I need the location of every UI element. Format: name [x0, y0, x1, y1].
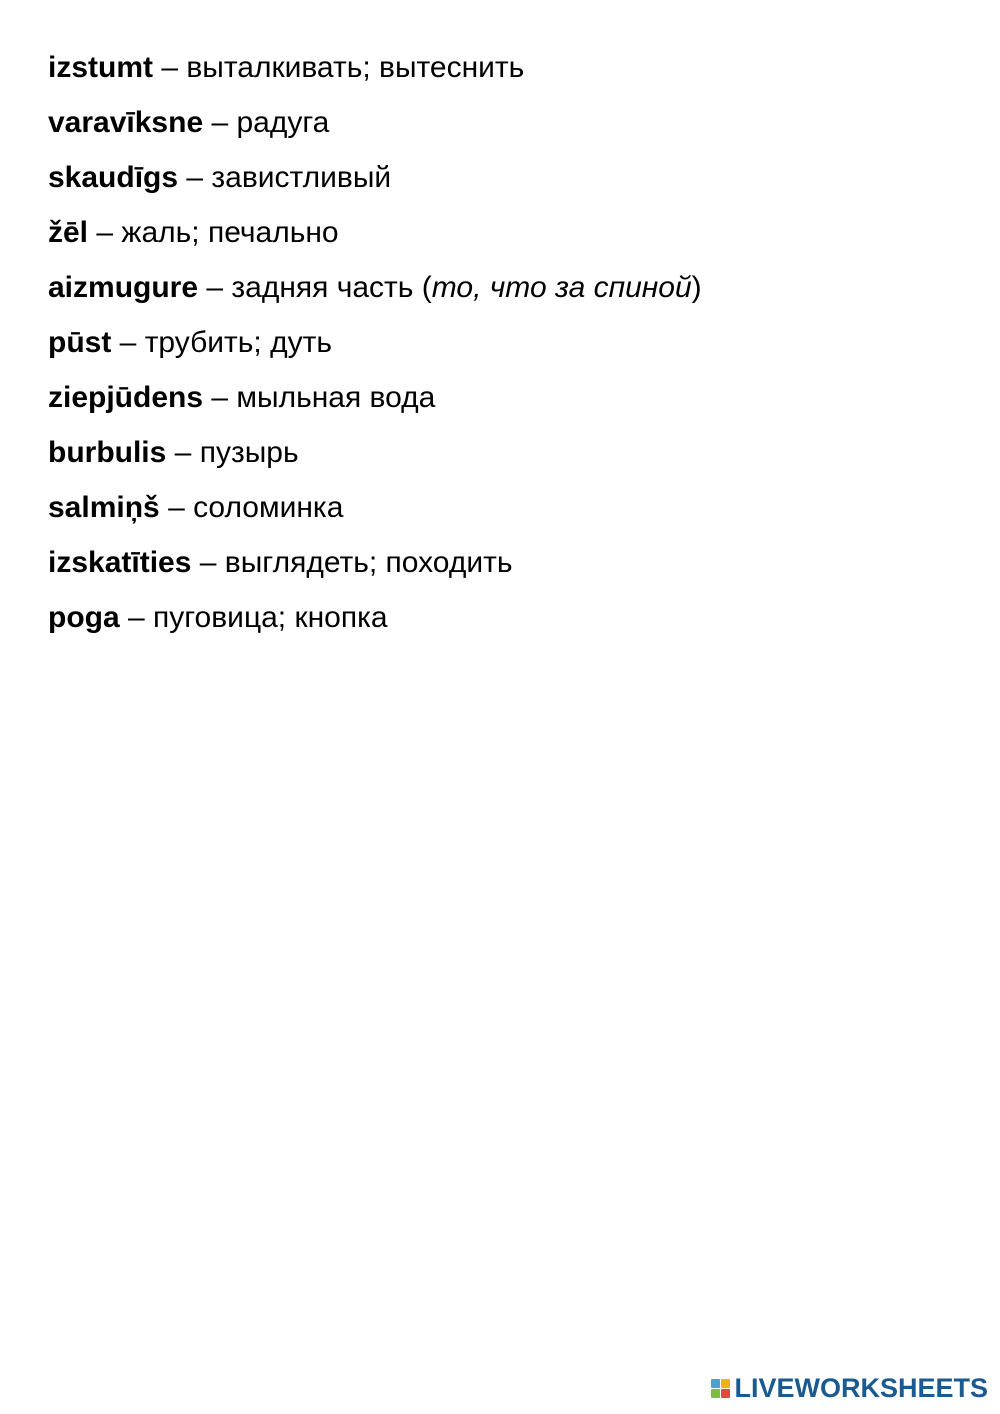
separator: –: [88, 216, 122, 249]
vocab-entry: [48, 266, 702, 321]
logo-tile: [711, 1389, 720, 1398]
latvian-term: salmiņš: [48, 491, 160, 524]
separator: –: [178, 161, 212, 194]
latvian-term: ziepjūdens: [48, 381, 204, 414]
separator: –: [203, 106, 237, 139]
latvian-term: varavīksne: [48, 106, 204, 139]
vocab-entry: [48, 211, 702, 266]
separator: –: [198, 271, 232, 304]
latvian-term: burbulis: [48, 436, 167, 469]
latvian-term: skaudīgs: [48, 161, 179, 194]
russian-translation: трубить; дуть: [144, 326, 332, 359]
russian-translation: соломинка: [193, 491, 344, 524]
vocabulary-list: [48, 46, 702, 651]
vocab-entry: [48, 431, 702, 486]
logo-tile: [711, 1379, 720, 1388]
russian-translation: задняя часть (: [231, 271, 432, 304]
vocab-entry: [48, 156, 702, 211]
latvian-term: izstumt: [48, 51, 153, 84]
translation-note: то, что за спиной: [431, 271, 692, 304]
russian-translation: мыльная вода: [236, 381, 436, 414]
vocab-entry: [48, 101, 702, 156]
russian-translation: пузырь: [199, 436, 299, 469]
russian-translation: завистливый: [211, 161, 392, 194]
logo-tile: [721, 1379, 730, 1388]
latvian-term: žēl: [48, 216, 89, 249]
liveworksheets-logo: [711, 1370, 988, 1406]
latvian-term: pūst: [48, 326, 112, 359]
russian-translation: радуга: [236, 106, 330, 139]
separator: –: [203, 381, 237, 414]
logo-wordmark: LIVEWORKSHEETS: [734, 1372, 988, 1403]
russian-translation: выталкивать; вытеснить: [186, 51, 525, 84]
separator: –: [191, 546, 225, 579]
vocab-entry: [48, 376, 702, 431]
russian-translation: выглядеть; походить: [224, 546, 513, 579]
vocab-entry: [48, 486, 702, 541]
vocab-entry: [48, 46, 702, 101]
separator: –: [159, 491, 194, 524]
separator: –: [111, 326, 145, 359]
liveworksheets-logo-icon: [711, 1379, 730, 1398]
vocab-entry: [48, 541, 702, 596]
russian-translation: жаль; печально: [121, 216, 339, 249]
separator: –: [166, 436, 200, 469]
latvian-term: aizmugure: [48, 271, 199, 304]
russian-translation: пуговица; кнопка: [153, 601, 388, 634]
vocab-entry: [48, 321, 702, 376]
vocab-entry: [48, 596, 702, 651]
latvian-term: izskatīties: [48, 546, 192, 579]
separator: –: [153, 51, 187, 84]
logo-tile: [721, 1389, 730, 1398]
translation-closing: ): [691, 271, 702, 304]
separator: –: [119, 601, 154, 634]
latvian-term: poga: [48, 601, 120, 634]
